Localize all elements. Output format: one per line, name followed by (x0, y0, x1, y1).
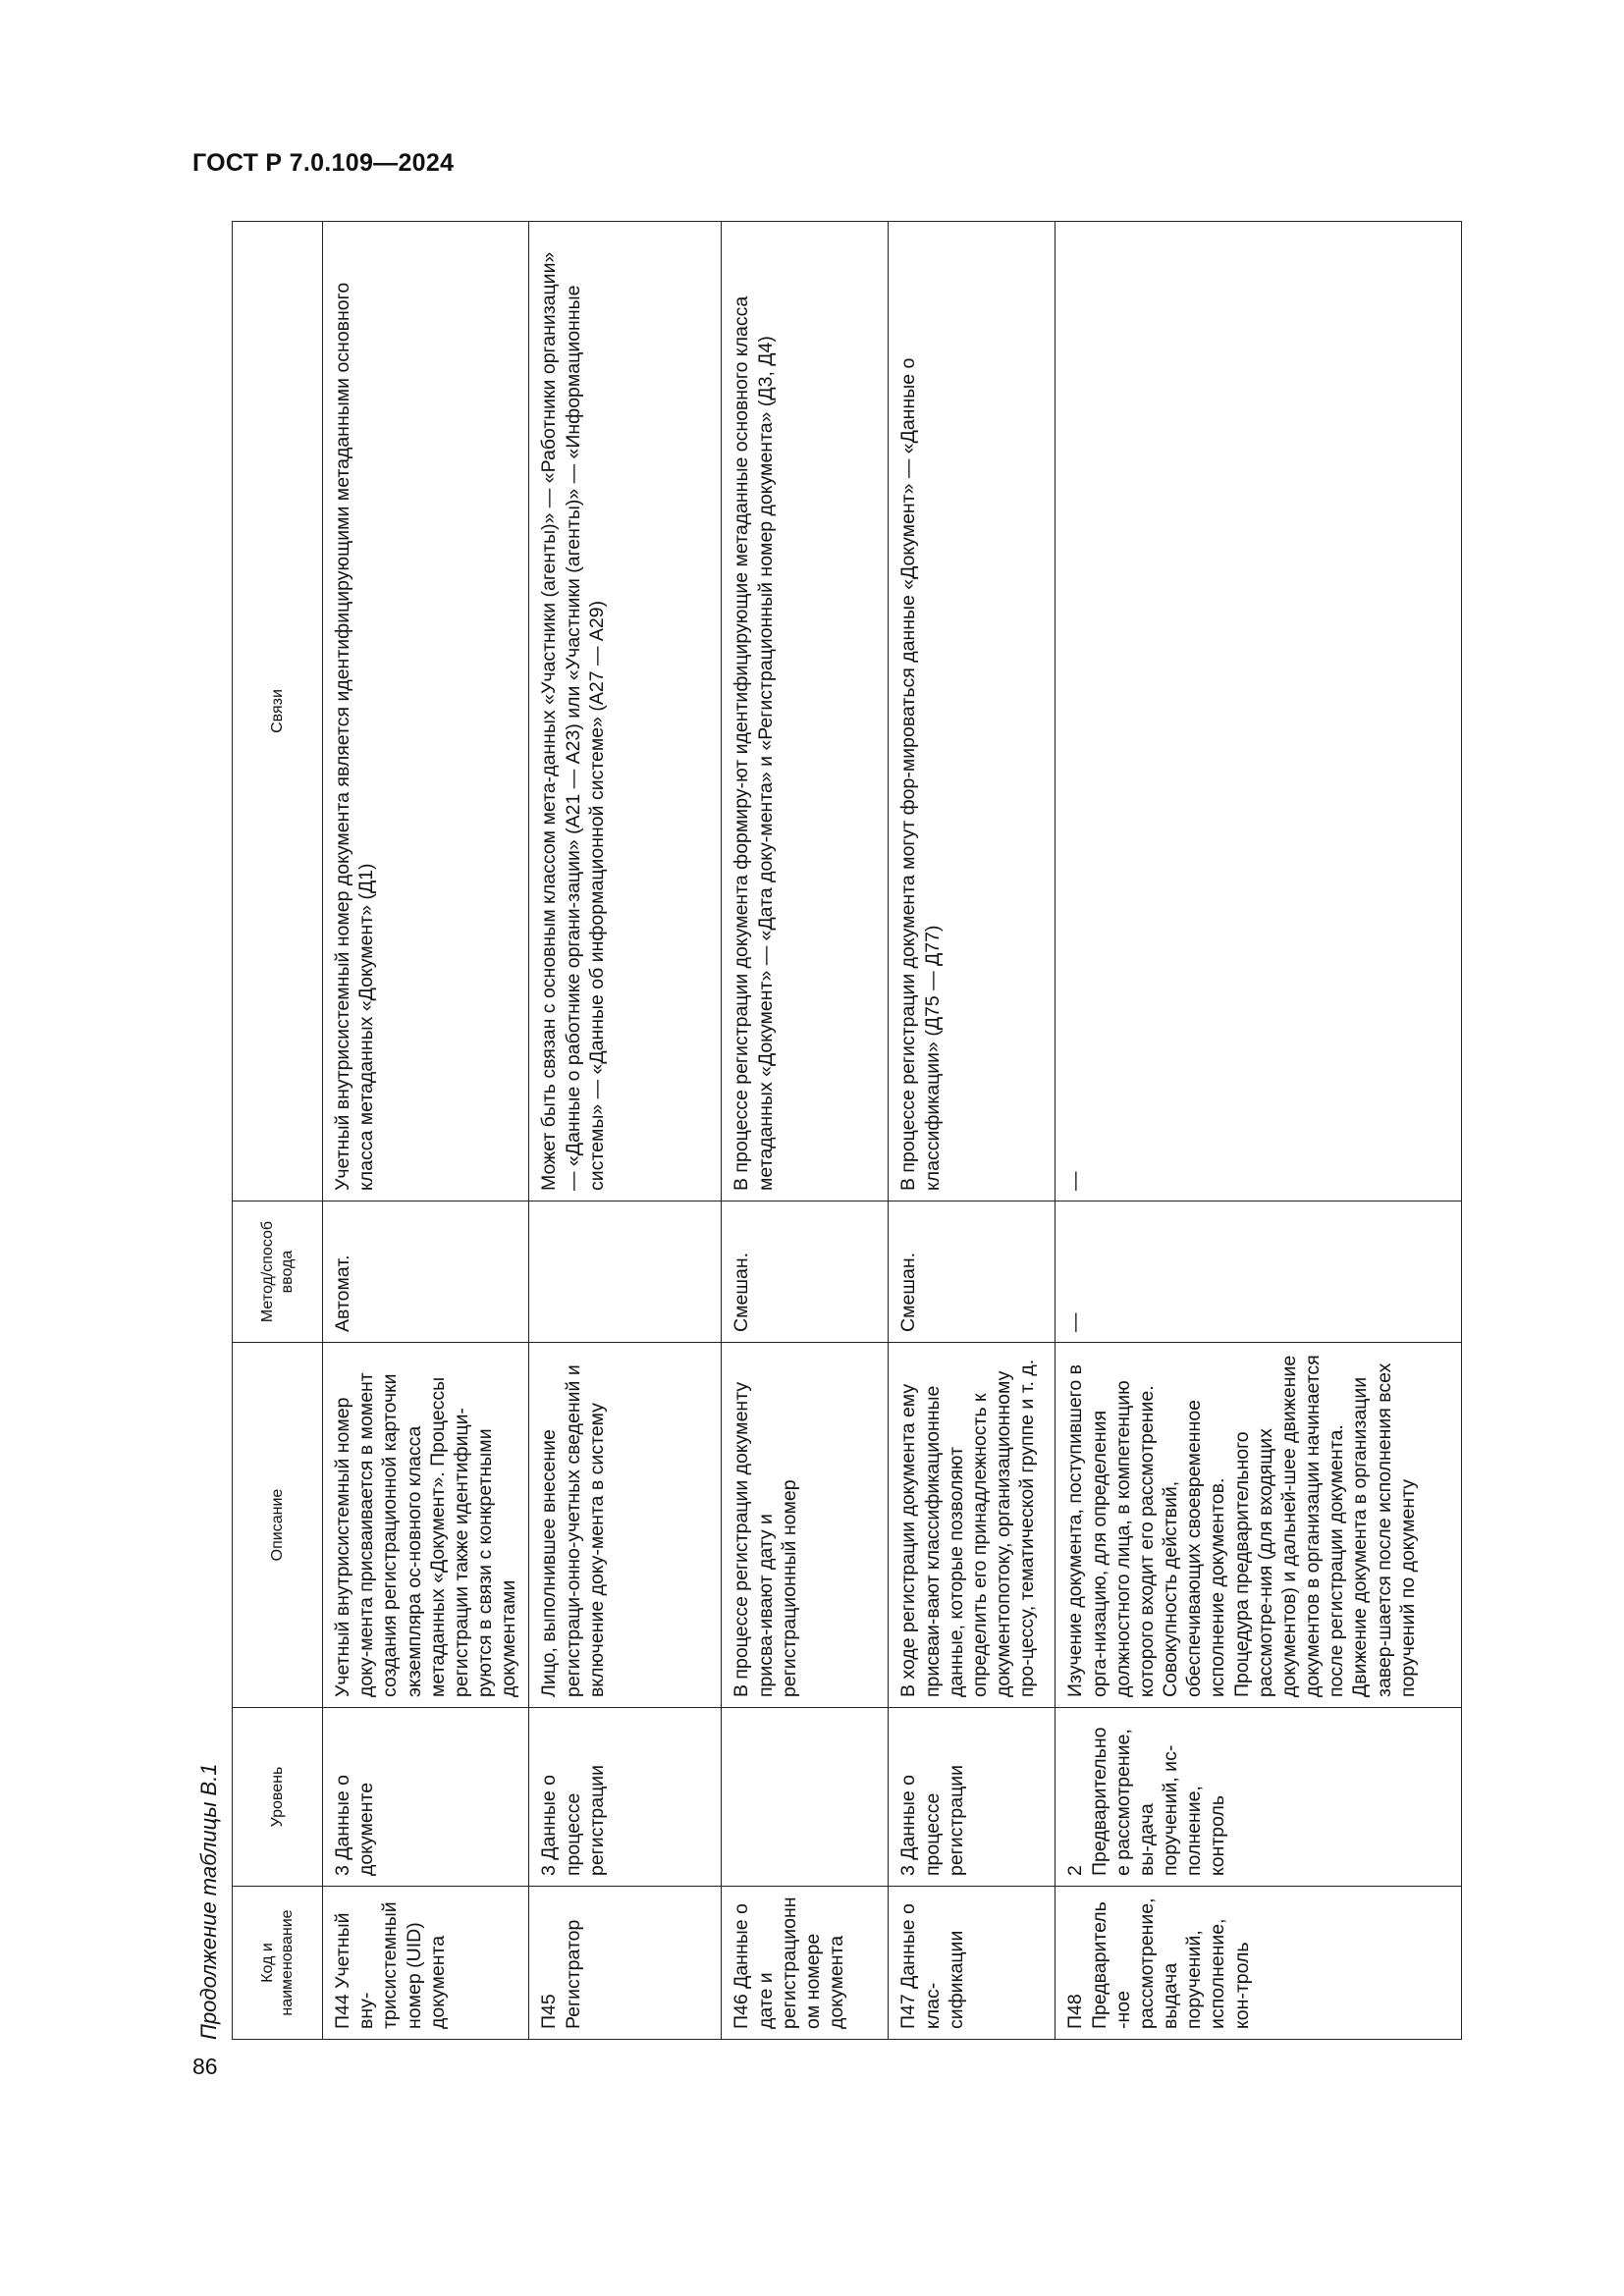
cell-links: — (1056, 222, 1462, 1201)
cell-links: В процессе регистрации документа могут фор-мироваться данные «Документ» — «Данные о классификации» (Д75 — Д77) (889, 222, 1056, 1201)
cell-links: Может быть связан с основным классом мета-данных «Участники (агенты)» — «Работники организации» — «Данные о работнике органи-зации» (А21 — А23) или «Участники (агенты)» — «Информационные системы» — «Данные об информационной системе» (А27 — А29) (529, 222, 722, 1201)
cell-description: Учетный внутрисистемный номер доку-мента присваивается в момент создания регистрационной карточки экземпляра ос-новного класса метаданных «Документ». Процессы регистрации также идентифици-руются в связи с конкретными документами (323, 1343, 529, 1708)
cell-level: 2 Предварительное рассмотрение, вы-дача поручений, ис-полнение, контроль (1056, 1708, 1462, 1887)
cell-code: П44 Учетный вну-трисистемный номер (UID) документа (323, 1887, 529, 2040)
table-row (323, 222, 529, 2040)
cell-method: Смешан. (889, 1201, 1056, 1343)
table-row (889, 222, 1056, 2040)
cell-code: П48 Предваритель-ное рассмотрение, выдача поручений, исполнение, кон-троль (1056, 1887, 1462, 2040)
standard-header: ГОСТ Р 7.0.109—2024 (192, 149, 455, 177)
cell-description: Лицо, выполнившее внесение регистраци-онно-учетных сведений и включение доку-мента в систему (529, 1343, 722, 1708)
cell-method: Автомат. (323, 1201, 529, 1343)
cell-method (529, 1201, 722, 1343)
cell-method: Смешан. (722, 1201, 889, 1343)
table-row (1056, 222, 1462, 2040)
cell-description: Изучение документа, поступившего в орга-низацию, для определения должностного лица, в компетенцию которого входит его рассмотрение. Совокупность действий, обеспечивающих своевременное исполнение документов. Процедура предварительного рассмотре-ния (для входящих документов) и дальней-шее движение документов в организации начинается после регистрации документа. Движение документа в организации завер-шается после исполнения всех поручений по документу (1056, 1343, 1462, 1708)
cell-method: — (1056, 1201, 1462, 1343)
cell-code: П46 Данные о дате и регистрационном номере документа (722, 1887, 889, 2040)
cell-description: В процессе регистрации документу присва-ивают дату и регистрационный номер (722, 1343, 889, 1708)
rotated-table-area (189, 222, 1451, 2040)
cell-level (722, 1708, 889, 1887)
cell-links: Учетный внутрисистемный номер документа является идентифицирующими метаданными основного класса метаданных «Документ» (Д1) (323, 222, 529, 1201)
cell-level: 3 Данные о процессе регистрации (889, 1708, 1056, 1887)
cell-links: В процессе регистрации документа формиру-ют идентифицирующие метаданные основного класса метаданных «Документ» — «Дата доку-мента» и «Регистрационный номер документа» (Д3, Д4) (722, 222, 889, 1201)
table-row (722, 222, 889, 2040)
column-header-description: Описание (233, 1343, 323, 1708)
metadata-table (232, 221, 1462, 2040)
column-header-level: Уровень (233, 1708, 323, 1887)
cell-level: 3 Данные о документе (323, 1708, 529, 1887)
column-header-code: Код и наименование (233, 1887, 323, 2040)
page-number: 86 (192, 2054, 218, 2079)
table-row (529, 222, 722, 2040)
table-header-row (233, 222, 323, 2040)
cell-code: П47 Данные о клас-сификации (889, 1887, 1056, 2040)
table-caption: Продолжение таблицы В.1 (196, 1763, 221, 2040)
cell-code: П45 Регистратор (529, 1887, 722, 2040)
column-header-links: Связи (233, 222, 323, 1201)
cell-description: В ходе регистрации документа ему присваи-вают классификационные данные, которые позволяют определить его принадлежность к документопотоку, организационному про-цессу, тематической группе и т. д. (889, 1343, 1056, 1708)
cell-level: 3 Данные о процессе регистрации (529, 1708, 722, 1887)
column-header-method: Метод/способ ввода (233, 1201, 323, 1343)
